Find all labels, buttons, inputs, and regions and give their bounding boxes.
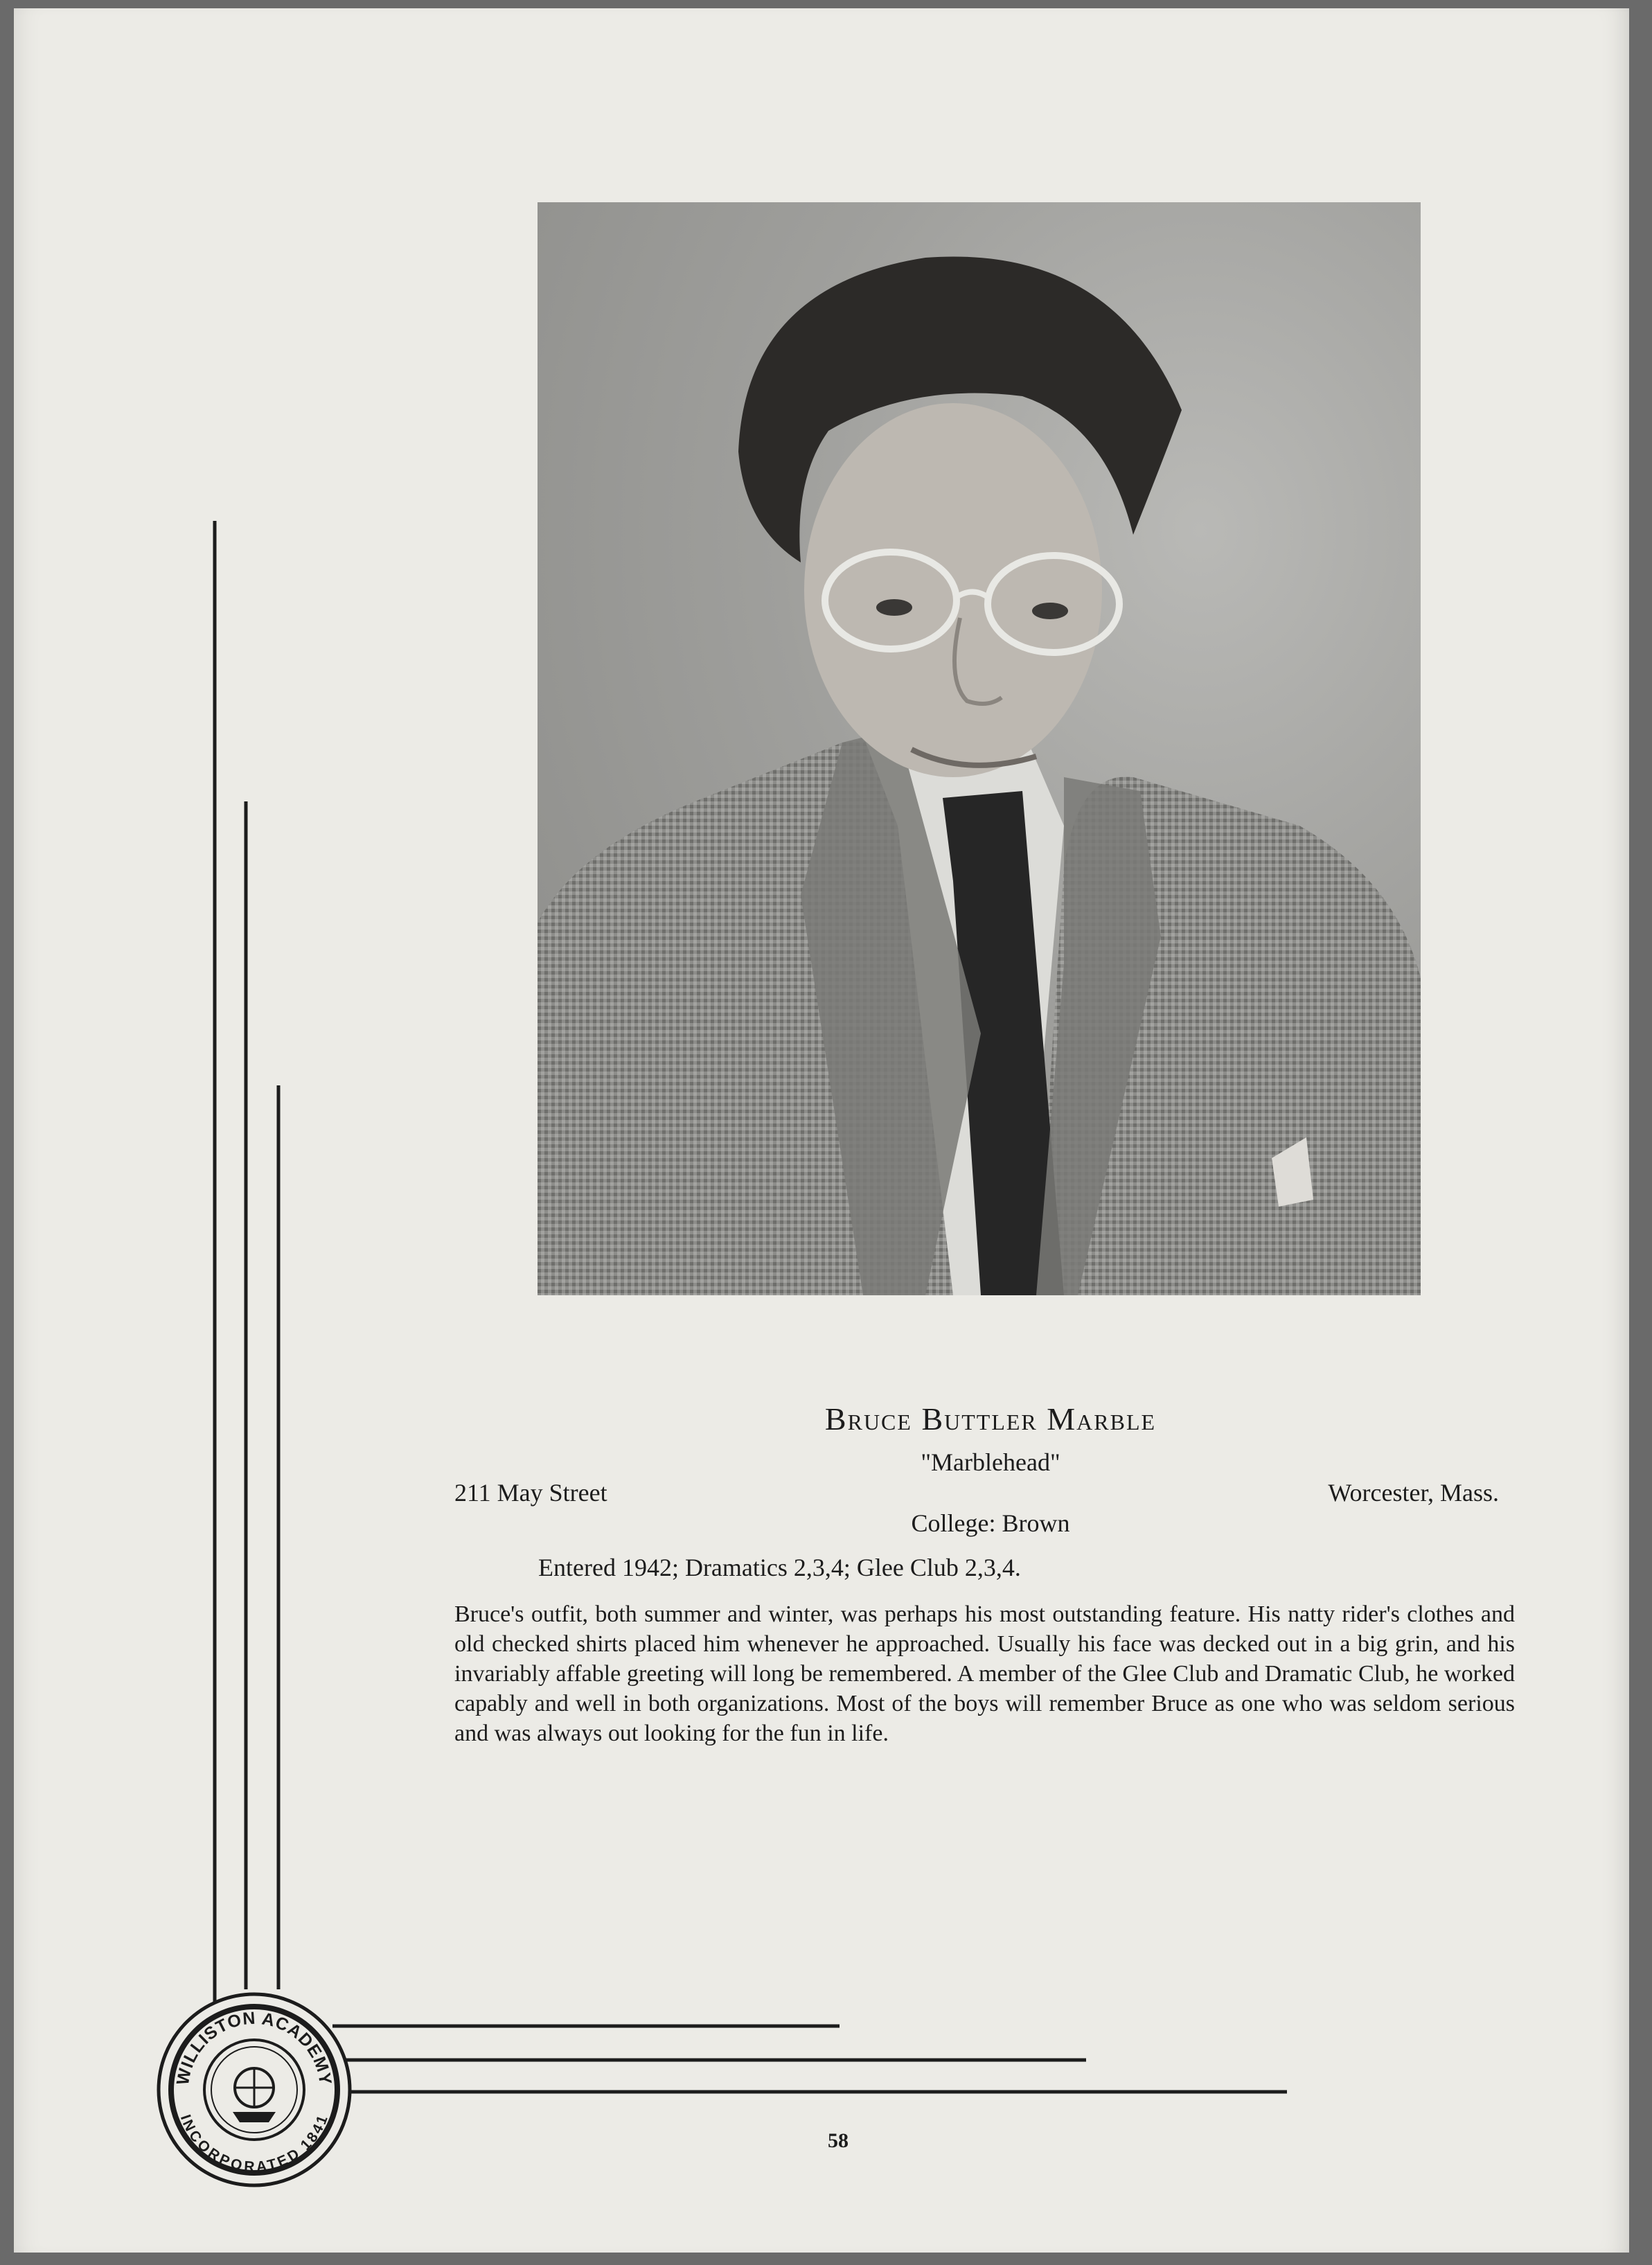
williston-academy-seal	[155, 1991, 353, 2189]
biography-paragraph: Bruce's outfit, both summer and winter, was perhaps his most outstanding feature. His natty rider's clothes and old checked shirts placed him whenever he approached. Usually his face was decked out in a big grin, and his invariably affable greeting will long be remembered. A member of the Glee Club and Dramatic Club, he worked capably and well in both organizations. Most of the boys will remember Bruce as one who was seldom serious and was always out looking for the fun in life.	[454, 1601, 1515, 1746]
college: College: Brown	[911, 1509, 1070, 1537]
address-street: 211 May Street	[454, 1479, 607, 1507]
portrait-illustration	[538, 202, 1421, 1295]
seal-bottom-text: INCORPORATED 1841	[177, 2113, 331, 2176]
student-nickname: "Marblehead"	[921, 1448, 1060, 1476]
book-icon	[233, 2112, 276, 2122]
seal-top-text: WILLISTON ACADEMY	[172, 2008, 335, 2087]
yearbook-page	[14, 8, 1629, 2253]
student-name: Bruce Buttler Marble	[824, 1401, 1157, 1437]
page-number: 58	[828, 2129, 849, 2152]
activities: Entered 1942; Dramatics 2,3,4; Glee Club 2,3,4.	[538, 1554, 1021, 1581]
portrait-photo	[538, 202, 1421, 1295]
address-city: Worcester, Mass.	[1328, 1479, 1499, 1507]
